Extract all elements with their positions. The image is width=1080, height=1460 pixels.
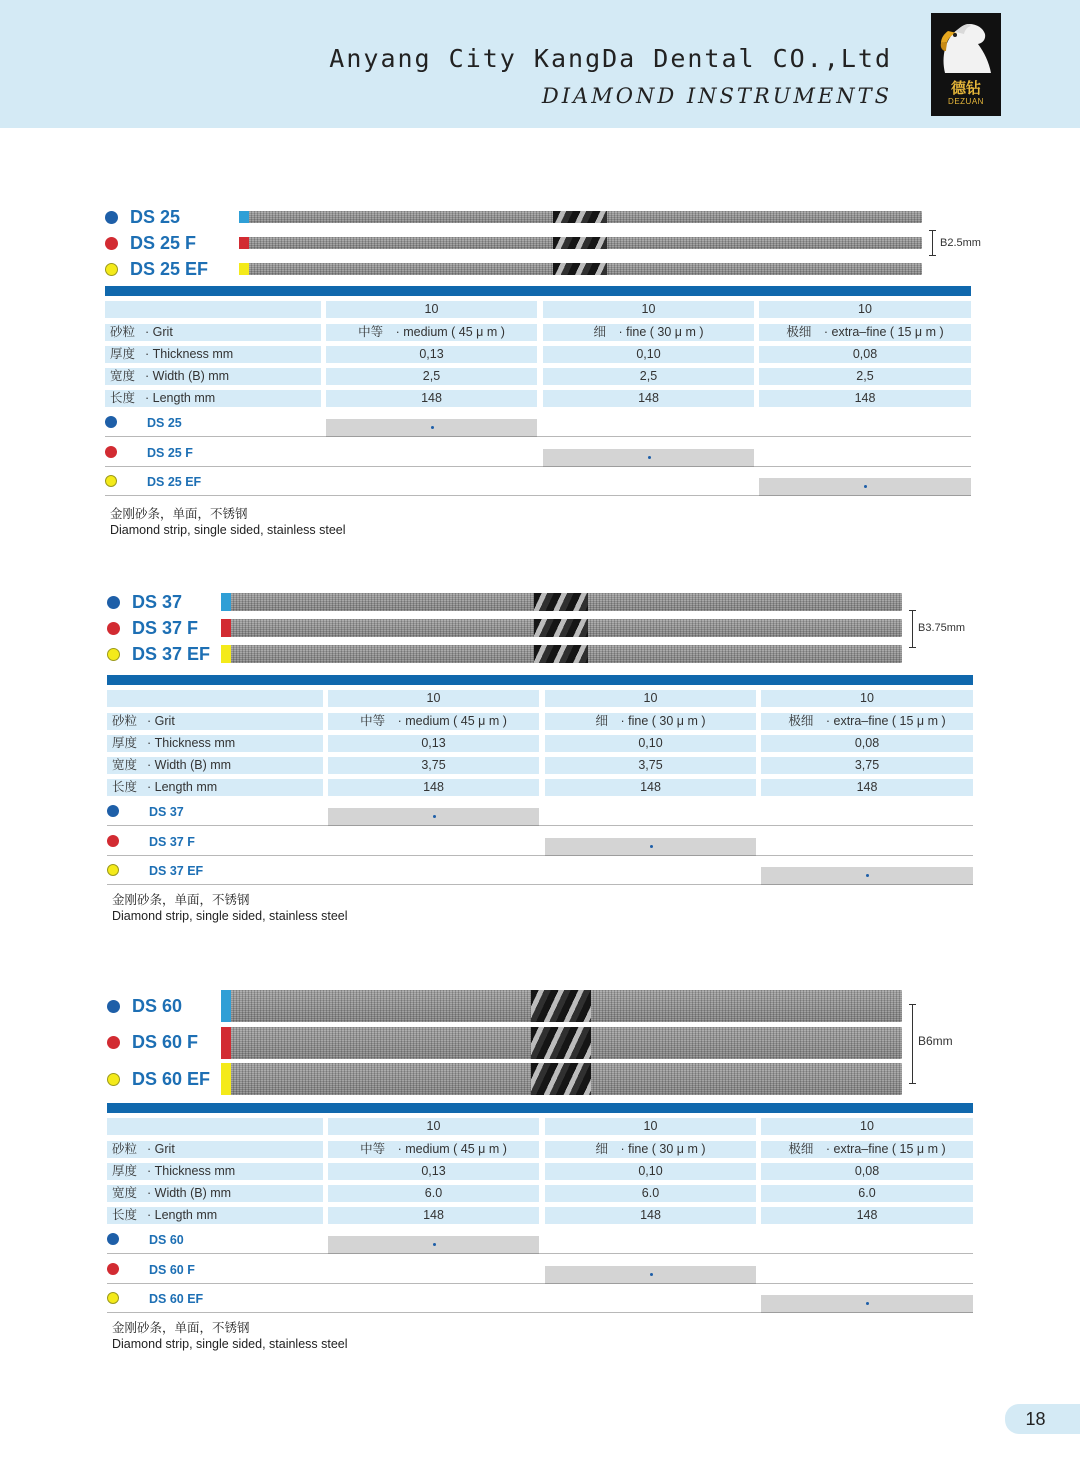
variant-name: DS 60 EF — [149, 1292, 204, 1306]
width-dimension-marker — [912, 1004, 913, 1084]
variant-marker — [328, 808, 539, 826]
spec-label-cn: 厚度 — [112, 1164, 138, 1178]
product-description — [110, 506, 346, 538]
spec-cell: 0,10 — [545, 735, 756, 752]
spec-cell: 中等 · medium ( 45 μ m ) — [328, 1141, 539, 1158]
yellow-dot-icon — [107, 1073, 120, 1086]
spec-cell: 148 — [326, 390, 537, 407]
spec-label-cn: 砂粒 — [110, 325, 136, 339]
variant-name: DS 60 F — [149, 1263, 195, 1277]
spec-cell: 10 — [545, 1118, 756, 1135]
spec-cell: 10 — [326, 301, 537, 318]
product-name: DS 60 F — [132, 1031, 199, 1052]
variant-row — [105, 438, 971, 468]
section-divider — [105, 286, 971, 296]
spec-cell: 10 — [759, 301, 971, 318]
product-label — [105, 208, 180, 226]
spec-cell: 10 — [545, 690, 756, 707]
spec-label-cn: 宽度 — [110, 369, 136, 383]
spec-label-en: · Grit — [145, 325, 173, 339]
product-description — [112, 1320, 348, 1352]
variant-marker — [759, 478, 971, 496]
product-label — [107, 1033, 198, 1051]
spec-label-cn: 长度 — [112, 1208, 138, 1222]
diamond-strip-image — [221, 645, 902, 663]
product-name: DS 60 — [132, 995, 183, 1016]
red-dot-icon — [107, 622, 120, 635]
red-dot-icon — [107, 1263, 119, 1275]
spec-label-cn: 宽度 — [112, 1186, 138, 1200]
spec-label-en: · Thickness mm — [145, 347, 234, 361]
logo-text-en: DEZUAN — [948, 97, 984, 106]
spec-label-en: · Grit — [147, 714, 175, 728]
spec-cell: 极细 · extra–fine ( 15 μ m ) — [759, 324, 971, 341]
spec-cell: 3,75 — [545, 757, 756, 774]
spec-label-en: · Thickness mm — [147, 1164, 236, 1178]
page-number: 18 — [1005, 1404, 1080, 1434]
spec-row-label — [107, 757, 323, 774]
product-name: DS 37 F — [132, 617, 199, 638]
product-label — [107, 1070, 210, 1088]
diamond-strip-image — [221, 619, 902, 637]
variant-name: DS 25 EF — [147, 475, 202, 489]
catalog-subtitle: DIAMOND INSTRUMENTS — [541, 84, 892, 108]
spec-row-label — [105, 368, 321, 385]
diamond-strip-image — [221, 1063, 902, 1095]
section-divider — [107, 1103, 973, 1113]
variant-row — [107, 797, 973, 827]
spec-cell: 细 · fine ( 30 μ m ) — [545, 713, 756, 730]
description-en: Diamond strip, single sided, stainless steel — [110, 523, 346, 537]
description-cn: 金刚砂条，单面，不锈钢 — [110, 507, 248, 521]
product-name: DS 25 — [130, 206, 181, 227]
spec-cell — [107, 690, 323, 707]
spec-label-cn: 长度 — [110, 391, 136, 405]
yellow-dot-icon — [107, 1292, 119, 1304]
spec-label-en: · Grit — [147, 1142, 175, 1156]
spec-row-label — [107, 1141, 323, 1158]
product-section-ds37 — [0, 589, 1080, 949]
spec-label-en: · Length mm — [147, 1208, 218, 1222]
spec-cell: 10 — [761, 690, 973, 707]
variant-row — [107, 1255, 973, 1285]
spec-cell: 0,08 — [761, 1163, 973, 1180]
diamond-strip-image — [221, 1027, 902, 1059]
spec-cell: 148 — [761, 1207, 973, 1224]
spec-cell: 0,13 — [328, 1163, 539, 1180]
spec-cell: 10 — [543, 301, 754, 318]
variant-marker — [545, 838, 756, 856]
variant-row — [107, 856, 973, 886]
variant-row — [105, 408, 971, 438]
spec-cell: 2,5 — [759, 368, 971, 385]
description-cn: 金刚砂条，单面，不锈钢 — [112, 1321, 250, 1335]
red-dot-icon — [107, 1036, 120, 1049]
spec-label-en: · Width (B) mm — [147, 758, 232, 772]
variant-name: DS 25 — [147, 416, 182, 430]
product-name: DS 60 EF — [132, 1068, 211, 1089]
spec-label-en: · Width (B) mm — [147, 1186, 232, 1200]
variant-row — [107, 827, 973, 857]
spec-cell — [107, 1118, 323, 1135]
product-name: DS 37 — [132, 591, 183, 612]
diamond-strip-image — [239, 237, 922, 249]
spec-cell: 148 — [543, 390, 754, 407]
blue-dot-icon — [105, 211, 118, 224]
spec-cell — [105, 301, 321, 318]
spec-cell: 10 — [761, 1118, 973, 1135]
brand-logo — [931, 13, 1001, 116]
spec-cell: 3,75 — [328, 757, 539, 774]
variant-row — [107, 1284, 973, 1314]
product-description — [112, 892, 348, 924]
spec-label-cn: 厚度 — [110, 347, 136, 361]
width-dimension-marker — [912, 610, 913, 648]
red-dot-icon — [107, 835, 119, 847]
spec-row-label — [105, 346, 321, 363]
spec-cell: 中等 · medium ( 45 μ m ) — [328, 713, 539, 730]
spec-row-label — [107, 779, 323, 796]
red-dot-icon — [105, 446, 117, 458]
spec-cell: 148 — [545, 1207, 756, 1224]
variant-name: DS 37 F — [149, 835, 195, 849]
page-header — [0, 0, 1080, 128]
spec-row-label — [107, 1207, 323, 1224]
spec-label-en: · Length mm — [147, 780, 218, 794]
section-divider — [107, 675, 973, 685]
spec-cell: 148 — [761, 779, 973, 796]
blue-dot-icon — [105, 416, 117, 428]
variant-name: DS 25 F — [147, 446, 193, 460]
product-label — [107, 997, 182, 1015]
spec-cell: 0,10 — [545, 1163, 756, 1180]
yellow-dot-icon — [105, 263, 118, 276]
variant-marker — [545, 1266, 756, 1284]
product-name: DS 25 F — [130, 232, 197, 253]
spec-cell: 6.0 — [761, 1185, 973, 1202]
yellow-dot-icon — [107, 648, 120, 661]
width-dimension-marker — [932, 230, 933, 256]
variant-marker — [761, 1295, 973, 1313]
spec-cell: 0,13 — [328, 735, 539, 752]
product-label — [107, 619, 198, 637]
blue-dot-icon — [107, 805, 119, 817]
spec-cell: 极细 · extra–fine ( 15 μ m ) — [761, 713, 973, 730]
spec-cell: 148 — [328, 779, 539, 796]
variant-marker — [328, 1236, 539, 1254]
description-en: Diamond strip, single sided, stainless steel — [112, 1337, 348, 1351]
spec-label-cn: 厚度 — [112, 736, 138, 750]
product-label — [107, 593, 182, 611]
spec-cell: 中等 · medium ( 45 μ m ) — [326, 324, 537, 341]
spec-label-cn: 宽度 — [112, 758, 138, 772]
spec-cell: 10 — [328, 690, 539, 707]
spec-row-label — [107, 1163, 323, 1180]
yellow-dot-icon — [105, 475, 117, 487]
eagle-icon — [931, 13, 1001, 75]
spec-row-label — [107, 1185, 323, 1202]
blue-dot-icon — [107, 1000, 120, 1013]
product-label — [107, 645, 210, 663]
diamond-strip-image — [221, 593, 902, 611]
spec-cell: 0,13 — [326, 346, 537, 363]
spec-row-label — [107, 735, 323, 752]
spec-cell: 6.0 — [545, 1185, 756, 1202]
product-name: DS 25 EF — [130, 258, 209, 279]
diamond-strip-image — [221, 990, 902, 1022]
spec-label-cn: 砂粒 — [112, 714, 138, 728]
spec-cell: 0,08 — [761, 735, 973, 752]
product-label — [105, 234, 196, 252]
spec-cell: 细 · fine ( 30 μ m ) — [543, 324, 754, 341]
spec-cell: 6.0 — [328, 1185, 539, 1202]
spec-cell: 2,5 — [326, 368, 537, 385]
product-label — [105, 260, 208, 278]
spec-cell: 极细 · extra–fine ( 15 μ m ) — [761, 1141, 973, 1158]
variant-name: DS 60 — [149, 1233, 184, 1247]
width-dimension-label: B6mm — [918, 1034, 953, 1048]
spec-cell: 148 — [328, 1207, 539, 1224]
spec-row-label — [105, 390, 321, 407]
spec-cell: 0,10 — [543, 346, 754, 363]
blue-dot-icon — [107, 596, 120, 609]
variant-marker — [761, 867, 973, 885]
spec-label-cn: 砂粒 — [112, 1142, 138, 1156]
red-dot-icon — [105, 237, 118, 250]
spec-row-label — [105, 324, 321, 341]
spec-label-en: · Width (B) mm — [145, 369, 230, 383]
spec-cell: 细 · fine ( 30 μ m ) — [545, 1141, 756, 1158]
product-name: DS 37 EF — [132, 643, 211, 664]
product-section-ds25 — [0, 200, 1080, 560]
yellow-dot-icon — [107, 864, 119, 876]
spec-cell: 148 — [759, 390, 971, 407]
variant-marker — [543, 449, 754, 467]
width-dimension-label: B2.5mm — [940, 237, 981, 249]
spec-cell: 0,08 — [759, 346, 971, 363]
variant-marker — [326, 419, 537, 437]
description-en: Diamond strip, single sided, stainless steel — [112, 909, 348, 923]
variant-name: DS 37 EF — [149, 864, 204, 878]
blue-dot-icon — [107, 1233, 119, 1245]
spec-cell: 148 — [545, 779, 756, 796]
spec-row-label — [107, 713, 323, 730]
spec-label-en: · Length mm — [145, 391, 216, 405]
width-dimension-label: B3.75mm — [918, 622, 966, 634]
variant-row — [107, 1225, 973, 1255]
description-cn: 金刚砂条，单面，不锈钢 — [112, 893, 250, 907]
spec-cell: 10 — [328, 1118, 539, 1135]
spec-cell: 2,5 — [543, 368, 754, 385]
diamond-strip-image — [239, 211, 922, 223]
product-section-ds60 — [0, 990, 1080, 1360]
spec-label-cn: 长度 — [112, 780, 138, 794]
logo-text-cn: 德钻 — [950, 79, 981, 97]
diamond-strip-image — [239, 263, 922, 275]
variant-name: DS 37 — [149, 805, 184, 819]
variant-row — [105, 467, 971, 497]
spec-cell: 3,75 — [761, 757, 973, 774]
spec-label-en: · Thickness mm — [147, 736, 236, 750]
company-name: Anyang City KangDa Dental CO.,Ltd — [329, 44, 892, 73]
